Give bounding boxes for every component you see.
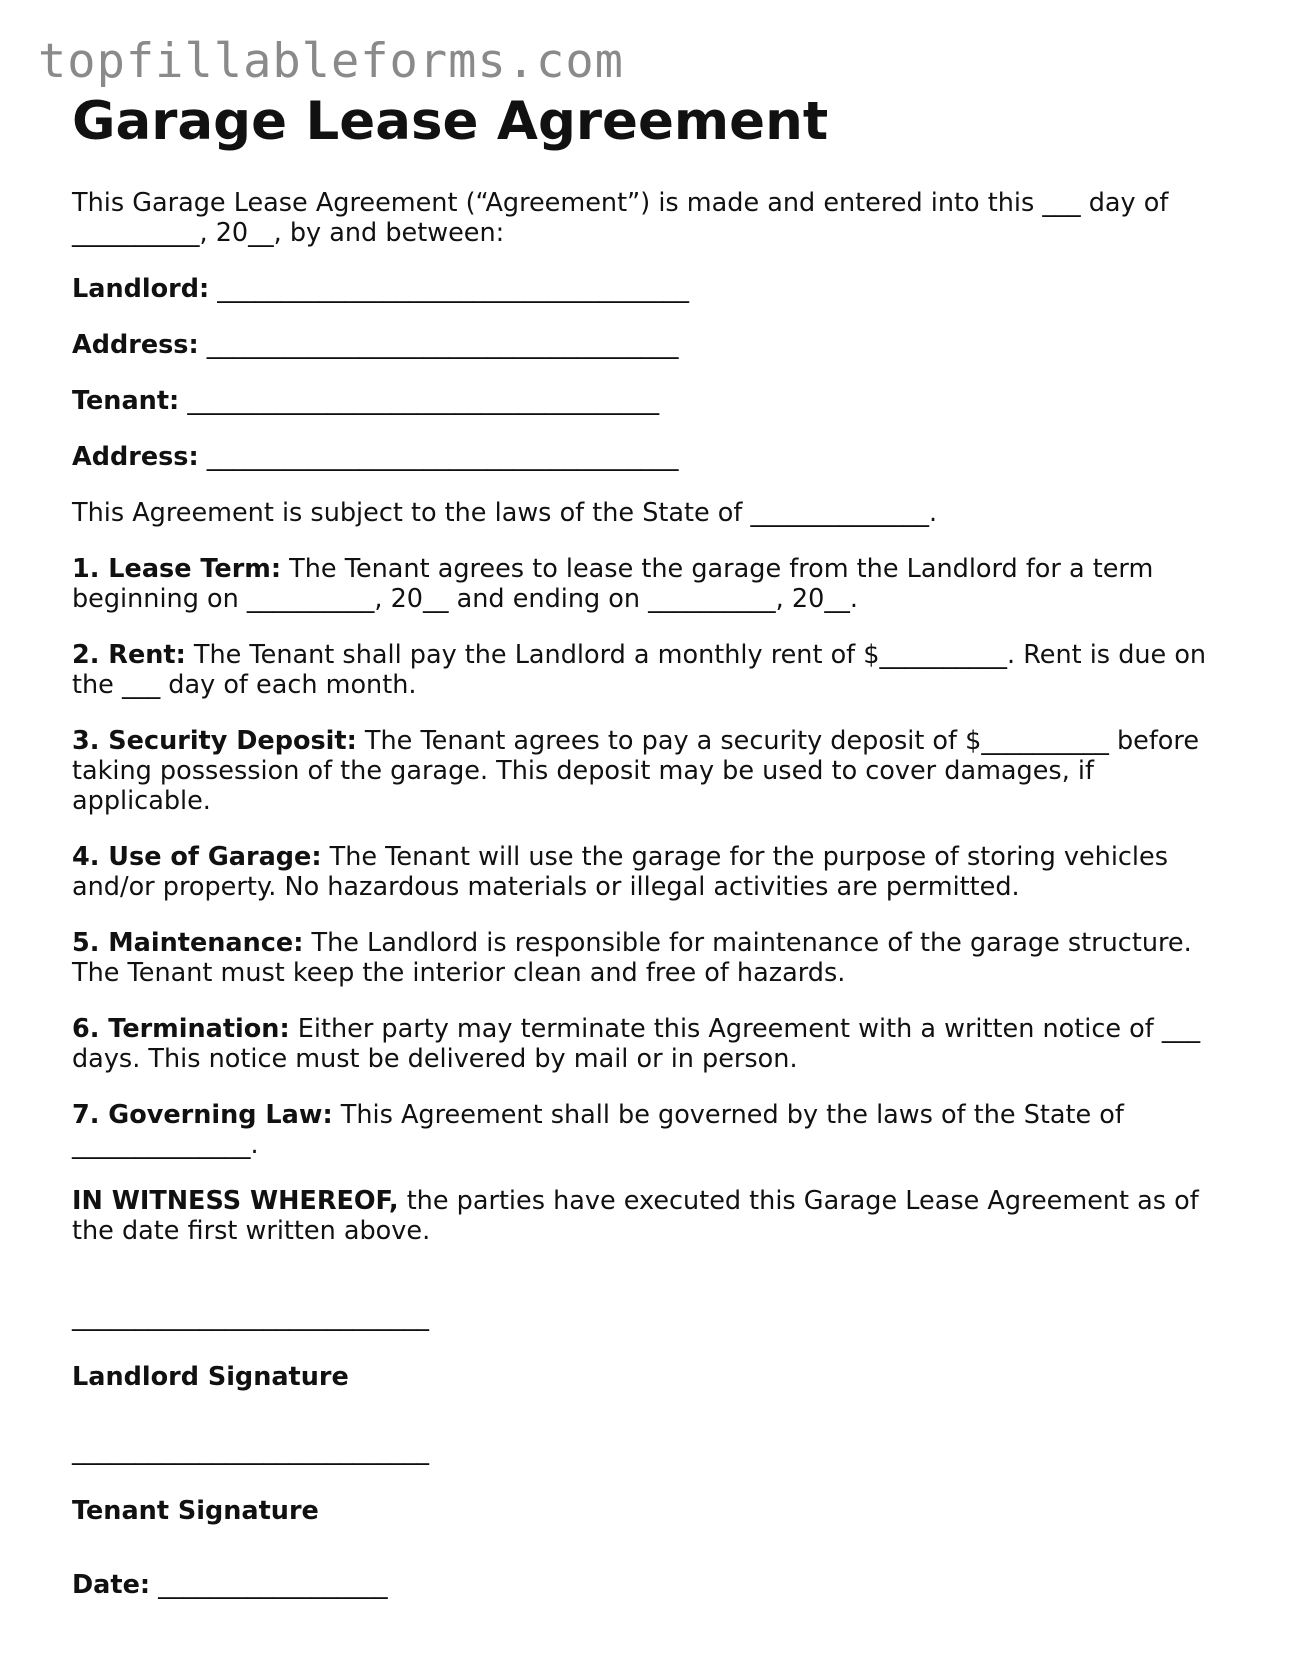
section-heading: 2. Rent: <box>72 640 186 670</box>
section-use-of-garage <box>72 842 1222 902</box>
section-rent <box>72 640 1222 700</box>
section-heading: 5. Maintenance: <box>72 928 304 958</box>
section-text: The Landlord is responsible for maintenance of the garage structure. The Tenant must keep the interior clean and free of hazards. <box>72 928 1192 988</box>
landlord-signature-label: Landlord Signature <box>72 1362 349 1392</box>
section-heading: 6. Termination: <box>72 1014 290 1044</box>
section-text: The Tenant agrees to pay a security deposit of $__________ before taking possession of the garage. This deposit may be used to cover damages, if applicable. <box>72 726 1200 816</box>
signature-block <box>72 1302 1222 1600</box>
section-heading: 3. Security Deposit: <box>72 726 357 756</box>
section-heading: 1. Lease Term: <box>72 554 282 584</box>
section-text: The Tenant shall pay the Landlord a monthly rent of $__________. Rent is due on the ___ day of each month. <box>72 640 1207 700</box>
section-text: The Tenant will use the garage for the purpose of storing vehicles and/or property. No hazardous materials or illegal activities are permitted. <box>72 842 1168 902</box>
tenant-blank[interactable]: _____________________________________ <box>187 386 660 416</box>
date-label: Date: <box>72 1570 151 1600</box>
document-title: Garage Lease Agreement <box>72 91 829 152</box>
landlord-blank[interactable]: _____________________________________ <box>217 274 690 304</box>
tenant-field <box>72 386 1222 416</box>
section-security-deposit <box>72 726 1222 816</box>
tenant-address-label: Address: <box>72 442 199 472</box>
section-lease-term <box>72 554 1222 614</box>
witness-heading: IN WITNESS WHEREOF, <box>72 1186 399 1216</box>
landlord-field <box>72 274 1222 304</box>
document <box>72 90 1222 1626</box>
landlord-address-field <box>72 330 1222 360</box>
witness-text: the parties have executed this Garage Lease Agreement as of the date first written above. <box>72 1186 1199 1246</box>
watermark: topfillableforms.com <box>38 34 624 89</box>
state-clause: This Agreement is subject to the laws of the State of ______________. <box>72 498 938 528</box>
intro-paragraph: This Garage Lease Agreement (“Agreement”) is made and entered into this ___ day of __________, 20__, by and between: <box>72 188 1169 248</box>
landlord-label: Landlord: <box>72 274 210 304</box>
landlord-address-label: Address: <box>72 330 199 360</box>
tenant-label: Tenant: <box>72 386 180 416</box>
section-maintenance <box>72 928 1222 988</box>
section-heading: 4. Use of Garage: <box>72 842 322 872</box>
section-text: This Agreement shall be governed by the laws of the State of ______________. <box>72 1100 1124 1160</box>
tenant-signature-line[interactable]: ____________________________ <box>72 1436 429 1466</box>
tenant-address-field <box>72 442 1222 472</box>
witness-paragraph <box>72 1186 1222 1246</box>
section-termination <box>72 1014 1222 1074</box>
section-text: Either party may terminate this Agreement with a written notice of ___ days. This notice must be delivered by mail or in person. <box>72 1014 1201 1074</box>
section-text: The Tenant agrees to lease the garage from the Landlord for a term beginning on __________, 20__ and ending on __________, 20__. <box>72 554 1154 614</box>
date-blank[interactable]: __________________ <box>158 1570 388 1600</box>
section-heading: 7. Governing Law: <box>72 1100 333 1130</box>
section-governing-law <box>72 1100 1222 1160</box>
date-field <box>72 1570 1222 1600</box>
tenant-signature-label: Tenant Signature <box>72 1496 319 1526</box>
tenant-address-blank[interactable]: _____________________________________ <box>206 442 679 472</box>
landlord-address-blank[interactable]: _____________________________________ <box>206 330 679 360</box>
landlord-signature-line[interactable]: ____________________________ <box>72 1302 429 1332</box>
